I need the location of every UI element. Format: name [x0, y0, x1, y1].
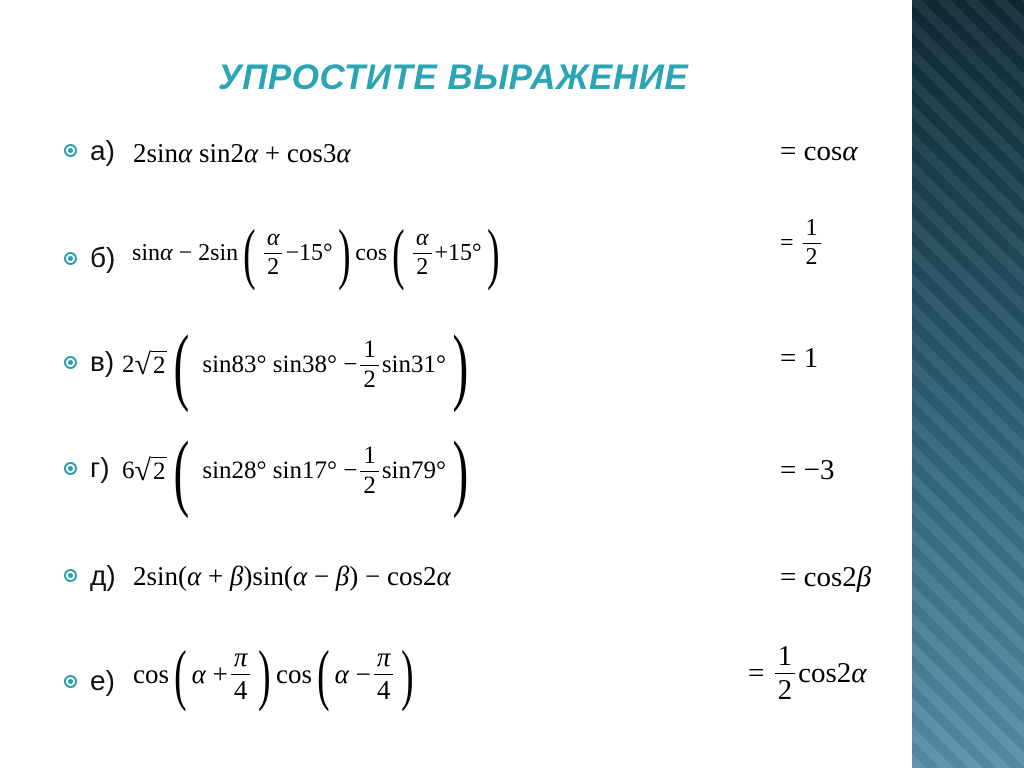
- bullet-icon: [64, 569, 77, 582]
- bullet-icon: [64, 462, 77, 475]
- item-label: д): [90, 560, 116, 591]
- answer-a: = cos α: [780, 135, 858, 167]
- expression-v: 2 √ 2 ( sin83° sin38° − $\frac{1}{2}$ sin31° ): [122, 317, 469, 413]
- answer-d: = cos2 β: [780, 561, 872, 593]
- item-label: б): [90, 242, 116, 273]
- item-label: е): [90, 665, 115, 696]
- list-item-d: [0, 555, 912, 605]
- list-item-e: [0, 638, 912, 733]
- expression-d: 2sin( α + β )sin( α − β ) − cos2 α: [133, 561, 451, 591]
- bullet-icon: [64, 144, 77, 157]
- item-label: г): [90, 452, 110, 483]
- bullet-icon: [64, 356, 77, 369]
- answer-v: = 1: [780, 342, 819, 374]
- item-label: а): [90, 135, 115, 166]
- expression-a: 2sin α sin2 α + cos3 α: [133, 138, 351, 168]
- expression-e: cos ( α + $\frac{\pi}{4}$ ) cos ( α − $\frac{\pi}{4}$ ): [133, 636, 414, 712]
- answer-g: = −3: [780, 454, 835, 486]
- decorative-sidebar: [912, 0, 1024, 768]
- bullet-icon: [64, 675, 77, 688]
- item-label: в): [90, 346, 115, 377]
- list-item-a: [0, 130, 912, 180]
- expression-g: 6 √ 2 ( sin28° sin17° − $\frac{1}{2}$ sin79° ): [122, 423, 469, 519]
- list-item-v: [0, 317, 912, 413]
- answer-b: = $\frac{1}{2}$: [780, 215, 824, 271]
- bullet-icon: [64, 252, 77, 265]
- slide-title: УПРОСТИТЕ ВЫРАЖЕНИЕ: [218, 58, 689, 97]
- answer-e: = $\frac{1}{2}$ cos2 α: [748, 640, 867, 707]
- expression-b: sin α − 2sin ( $\frac{\alpha}{2}$ −15° ) cos ( $\frac{\alpha}{2}$ +15° ): [132, 215, 500, 291]
- list-item-g: [0, 423, 912, 519]
- list-item-b: [0, 215, 912, 305]
